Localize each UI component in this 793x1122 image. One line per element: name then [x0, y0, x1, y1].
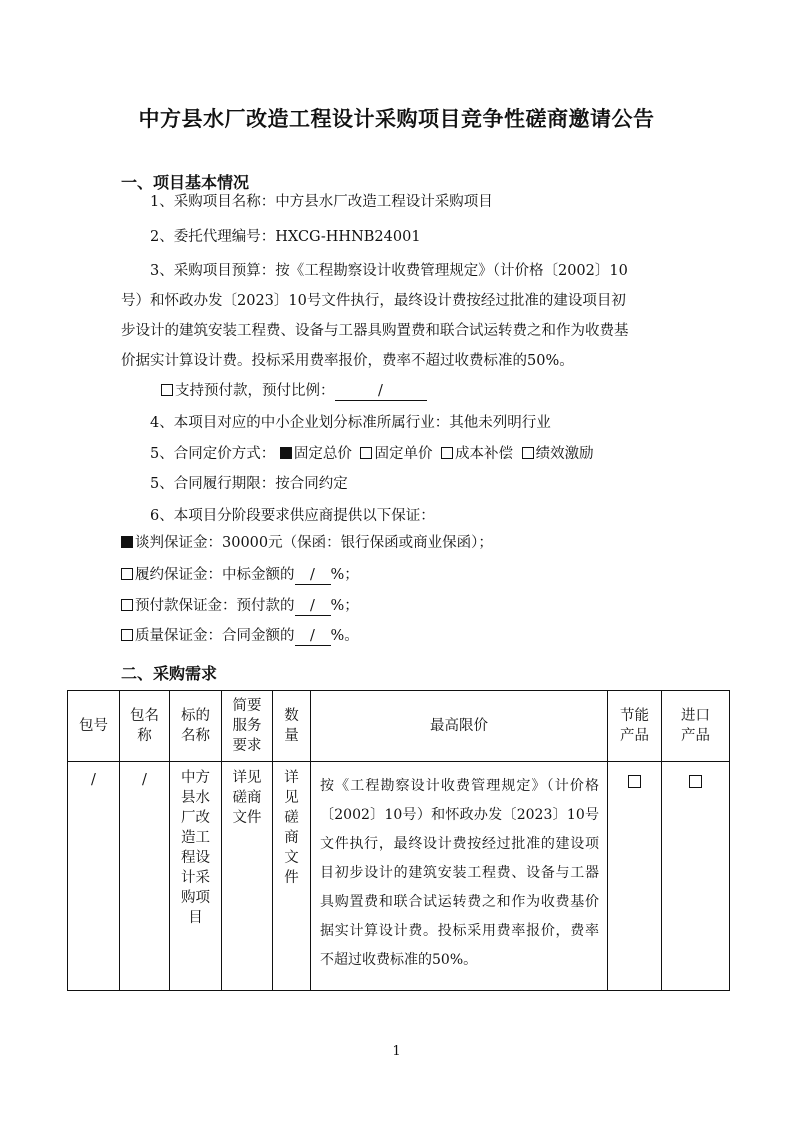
prepayment-bond-label: 预付款保证金：预付款的 — [135, 598, 295, 614]
section-heading-basic-info: 一、项目基本情况 — [121, 173, 250, 192]
header-subject-name: 标的名称 — [170, 691, 222, 762]
table-header-row — [68, 691, 730, 762]
prepayment-bond-value: / — [295, 598, 331, 616]
cell-package-no: / — [68, 762, 120, 991]
item-budget-line-3: 步设计的建筑安装工程费、设备与工器具购置费和联合试运转费之和作为收费基 — [121, 323, 629, 339]
imported-checkbox[interactable] — [689, 775, 702, 788]
header-package-name: 包名称 — [120, 691, 170, 762]
quality-bond-line — [121, 626, 359, 646]
cell-subject: 中方县水厂改造工程设计采购项目 — [170, 762, 222, 991]
bid-bond-label: 谈判保证金：30000元（保函：银行保函或商业保函）； — [135, 535, 493, 551]
performance-bond-checkbox[interactable] — [121, 568, 133, 580]
section-heading-requirements: 二、采购需求 — [121, 664, 218, 683]
cell-imported — [662, 762, 730, 991]
header-energy-saving: 节能产品 — [608, 691, 662, 762]
performance-bond-label: 履约保证金：中标金额的 — [135, 567, 295, 583]
pricing-option-label: 固定总价 — [293, 446, 352, 462]
pricing-option-label: 成本补偿 — [455, 446, 514, 462]
item-guarantees: 6、本项目分阶段要求供应商提供以下保证： — [150, 508, 435, 524]
pricing-option-label: 固定单价 — [374, 446, 433, 462]
quality-bond-checkbox[interactable] — [121, 629, 133, 641]
header-imported: 进口产品 — [662, 691, 730, 762]
quality-bond-label: 质量保证金：合同金额的 — [135, 628, 295, 644]
cell-requirement: 详见磋商文件 — [222, 762, 273, 991]
header-quantity: 数量 — [273, 691, 311, 762]
item-budget-line-4: 价据实计算设计费。投标采用费率报价，费率不超过收费标准的50%。 — [121, 353, 574, 369]
page-number: 1 — [392, 1044, 401, 1059]
cell-energy-saving — [608, 762, 662, 991]
percent-suffix: %； — [330, 567, 359, 583]
header-service-requirement: 简要服务要求 — [222, 691, 273, 762]
energy-saving-checkbox[interactable] — [628, 775, 641, 788]
cell-max-price: 按《工程勘察设计收费管理规定》（计价格〔2002〕10号）和怀政办发〔2023〕10号文件执行，最终设计费按经过批准的建设项目初步设计的建筑安装工程费、设备与工器具购置费和联合试运转费之和作为收费基价据实计算设计费。投标采用费率报价，费率不超过收费标准的50%。 — [311, 762, 608, 991]
item-contract-period: 5、合同履行期限：按合同约定 — [150, 476, 348, 492]
item-agency-code: 2、委托代理编号：HXCG-HHNB24001 — [150, 229, 421, 245]
performance-bond-value: / — [295, 567, 331, 585]
cell-quantity: 详见磋商文件 — [273, 762, 311, 991]
bid-bond-line — [121, 533, 493, 553]
pricing-label: 5、合同定价方式： — [150, 446, 276, 462]
cell-package-name: / — [120, 762, 170, 991]
header-max-price: 最高限价 — [311, 691, 608, 762]
pricing-option-label: 绩效激励 — [535, 446, 594, 462]
percent-suffix: %。 — [330, 628, 359, 644]
document-title: 中方县水厂改造工程设计采购项目竞争性磋商邀请公告 — [138, 107, 655, 131]
pricing-cost-reimburse-checkbox[interactable] — [441, 447, 453, 459]
bid-bond-checkbox[interactable] — [121, 536, 133, 548]
requirements-table — [67, 690, 730, 991]
percent-suffix: %； — [330, 598, 359, 614]
quality-bond-value: / — [295, 628, 331, 646]
item-industry: 4、本项目对应的中小企业划分标准所属行业：其他未列明行业 — [150, 415, 551, 431]
item-project-name: 1、采购项目名称：中方县水厂改造工程设计采购项目 — [150, 194, 493, 210]
pricing-performance-checkbox[interactable] — [522, 447, 534, 459]
pricing-fixed-total-checkbox[interactable] — [280, 447, 292, 459]
prepay-checkbox[interactable] — [161, 384, 173, 396]
table-row — [68, 762, 730, 991]
prepayment-bond-checkbox[interactable] — [121, 599, 133, 611]
item-budget-line-2: 号）和怀政办发〔2023〕10号文件执行，最终设计费按经过批准的建设项目初 — [121, 293, 626, 309]
header-package-no: 包号 — [68, 691, 120, 762]
item-pricing-method — [150, 444, 594, 464]
item-budget-line-1: 3、采购项目预算：按《工程勘察设计收费管理规定》（计价格〔2002〕10 — [150, 263, 628, 279]
prepay-label: 支持预付款，预付比例： — [175, 383, 335, 399]
pricing-fixed-unit-checkbox[interactable] — [360, 447, 372, 459]
prepay-ratio-value: / — [335, 383, 427, 401]
performance-bond-line — [121, 565, 359, 585]
prepayment-bond-line — [121, 596, 359, 616]
prepay-option — [161, 381, 427, 401]
